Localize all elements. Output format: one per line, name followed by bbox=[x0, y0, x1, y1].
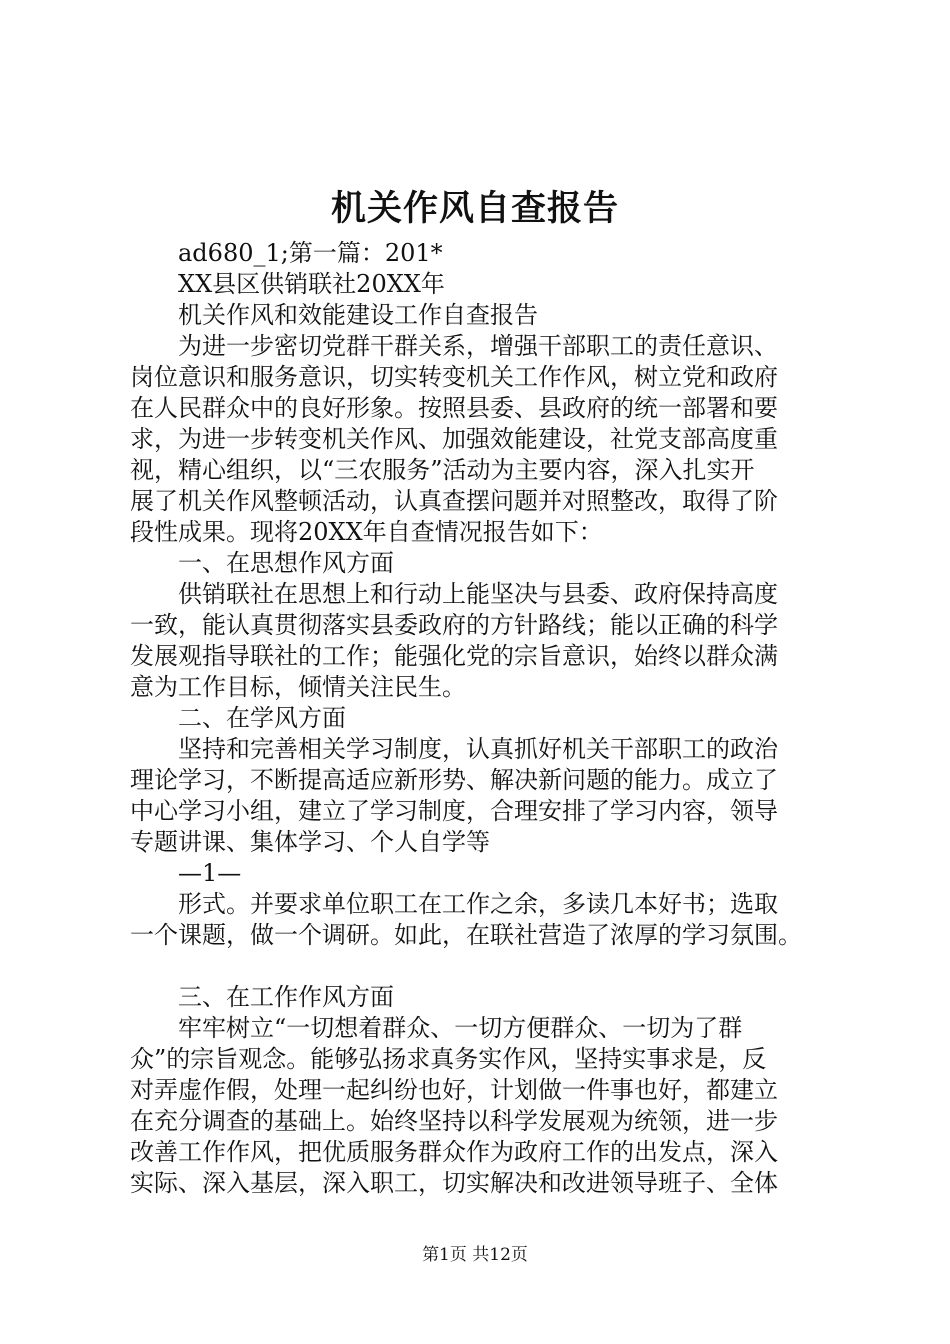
document-title: 机关作风自查报告 bbox=[330, 188, 619, 229]
paragraph-line: 求，为进一步转变机关作风、加强效能建设，社党支部高度重 bbox=[130, 425, 778, 453]
paragraph-line: 在充分调查的基础上。始终坚持以科学发展观为统领，进一步 bbox=[130, 1107, 778, 1135]
paragraph-line: 坚持和完善相关学习制度，认真抓好机关干部职工的政治 bbox=[178, 735, 778, 763]
paragraph-line: 中心学习小组，建立了学习制度，合理安排了学习内容，领导 bbox=[130, 797, 778, 825]
paragraph-line: 一致，能认真贯彻落实县委政府的方针路线；能以正确的科学 bbox=[130, 611, 778, 639]
paragraph-line: 展了机关作风整顿活动，认真查摆问题并对照整改，取得了阶 bbox=[130, 487, 778, 515]
paragraph-line: 发展观指导联社的工作；能强化党的宗旨意识，始终以群众满 bbox=[130, 642, 778, 670]
paragraph-line bbox=[130, 951, 842, 982]
paragraph-line: 视，精心组织，以“三农服务”活动为主要内容，深入扎实开 bbox=[130, 456, 755, 484]
paragraph-line: 三、在工作作风方面 bbox=[178, 983, 394, 1011]
paragraph-line: 机关作风和效能建设工作自查报告 bbox=[178, 301, 538, 329]
paragraph-line: 在人民群众中的良好形象。按照县委、县政府的统一部署和要 bbox=[130, 394, 778, 422]
paragraph-line: 实际、深入基层，深入职工，切实解决和改进领导班子、全体 bbox=[130, 1169, 778, 1197]
paragraph-line: XX县区供销联社20XX年 bbox=[178, 270, 445, 298]
paragraph-line: 一个课题，做一个调研。如此，在联社营造了浓厚的学习氛围。 bbox=[130, 921, 802, 949]
paragraph-line: 二、在学风方面 bbox=[178, 704, 346, 732]
paragraph-line: 众”的宗旨观念。能够弘扬求真务实作风，坚持实事求是，反 bbox=[130, 1045, 767, 1073]
paragraph-line: 形式。并要求单位职工在工作之余，多读几本好书；选取 bbox=[178, 890, 778, 918]
paragraph-line: 一、在思想作风方面 bbox=[178, 549, 394, 577]
paragraph-line: 改善工作作风，把优质服务群众作为政府工作的出发点，深入 bbox=[130, 1138, 778, 1166]
paragraph-line: 牢牢树立“一切想着群众、一切方便群众、一切为了群 bbox=[178, 1014, 743, 1042]
paragraph-line: 理论学习，不断提高适应新形势、解决新问题的能力。成立了 bbox=[130, 766, 778, 794]
paragraph-line: 为进一步密切党群干群关系，增强干部职工的责任意识、 bbox=[178, 332, 778, 360]
paragraph-line: 段性成果。现将20XX年自查情况报告如下： bbox=[130, 518, 603, 546]
paragraph-line: 岗位意识和服务意识，切实转变机关工作作风，树立党和政府 bbox=[130, 363, 778, 391]
page-footer: 第1页 共12页 bbox=[422, 1245, 528, 1265]
document-body bbox=[130, 238, 842, 1199]
paragraph-line: ad680_1;第一篇：201* bbox=[178, 239, 443, 267]
paragraph-line: 对弄虚作假，处理一起纠纷也好，计划做一件事也好，都建立 bbox=[130, 1076, 778, 1104]
paragraph-line: 供销联社在思想上和行动上能坚决与县委、政府保持高度 bbox=[178, 580, 778, 608]
paragraph-line: 专题讲课、集体学习、个人自学等 bbox=[130, 828, 490, 856]
paragraph-line: —1— bbox=[178, 859, 242, 887]
paragraph-line: 意为工作目标，倾情关注民生。 bbox=[130, 673, 466, 701]
